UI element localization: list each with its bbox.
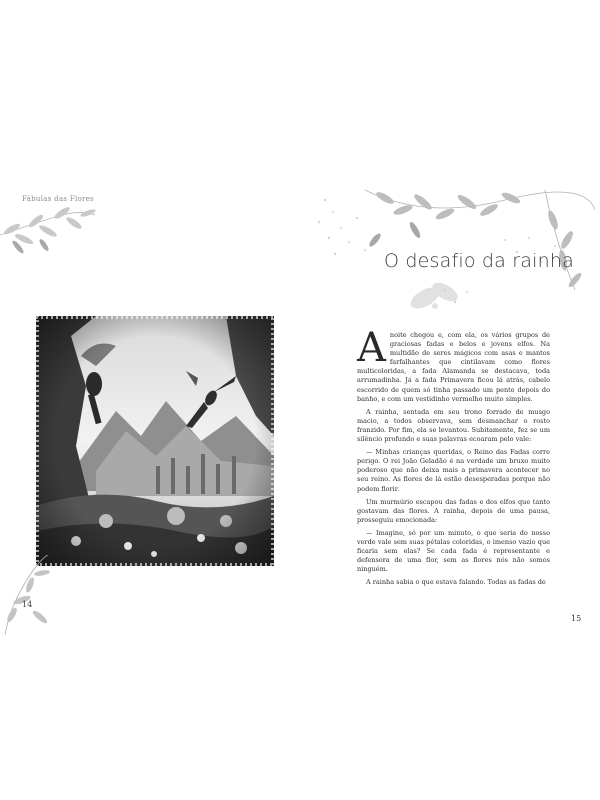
chapter-title: O desafio da rainha [384, 250, 574, 272]
paragraph-1 [357, 325, 550, 404]
paragraph-4: Um murmúrio escapou das fadas e dos elfos que tanto gostavam das flores. A rainha, depois de uma pausa, prosseguiu emocionada: [357, 497, 550, 524]
page-number-right: 15 [571, 614, 582, 623]
chapter-body-text [357, 325, 550, 591]
page-number-left: 14 [22, 600, 33, 609]
fairy-forest-illustration [36, 316, 274, 566]
paragraph-2: A rainha, sentada em seu trono forrado de musgo macio, a todos observava, sem desmanchar o rosto franzido. Por fim, ela se levantou. Subitamente, fez se um silêncio profundo e suas palavras ecoaram pelo vale: [357, 407, 550, 444]
drop-cap: A [357, 325, 386, 371]
paragraph-5: — Imagine, só por um minuto, o que seria do nosso verde vale sem suas pétalas coloridas, o imenso vazio que ficaria sem elas? Se cada fada é representante e defensora de uma flor, sem as flores nós não somos ninguém. [357, 528, 550, 574]
paragraph-6: A rainha sabia o que estava falando. Todas as fadas de [366, 578, 546, 587]
paragraph-1-text: noite chegou e, com ela, os vários grupos de graciosas fadas e belos e jovens elfos. Na multidão de seres mágicos com asas e mantos farfalhantes que cintilavam como flores multicoloridas, a fada Alamanda se destacava, toda arrumadinha. Já a fada Primavera ficou lá atrás, cabelo escorrido de quem só tinha passado um pente depois do banho, e com um vestidinho vermelho muito simples. [357, 331, 550, 403]
leaf-branch-decoration-bottom-left [0, 555, 70, 635]
running-header: Fábulas das Flores [22, 195, 95, 203]
leaf-branch-decoration-top-left [0, 195, 100, 265]
paragraph-3: — Minhas crianças queridas, o Reino das Fadas corre perigo. O rei João Geladão é na verdade um bruxo muito poderoso que não deixa mais a primavera acontecer no seu reino. As flores de lá estão desesperadas porque não podem florir. [357, 448, 550, 493]
